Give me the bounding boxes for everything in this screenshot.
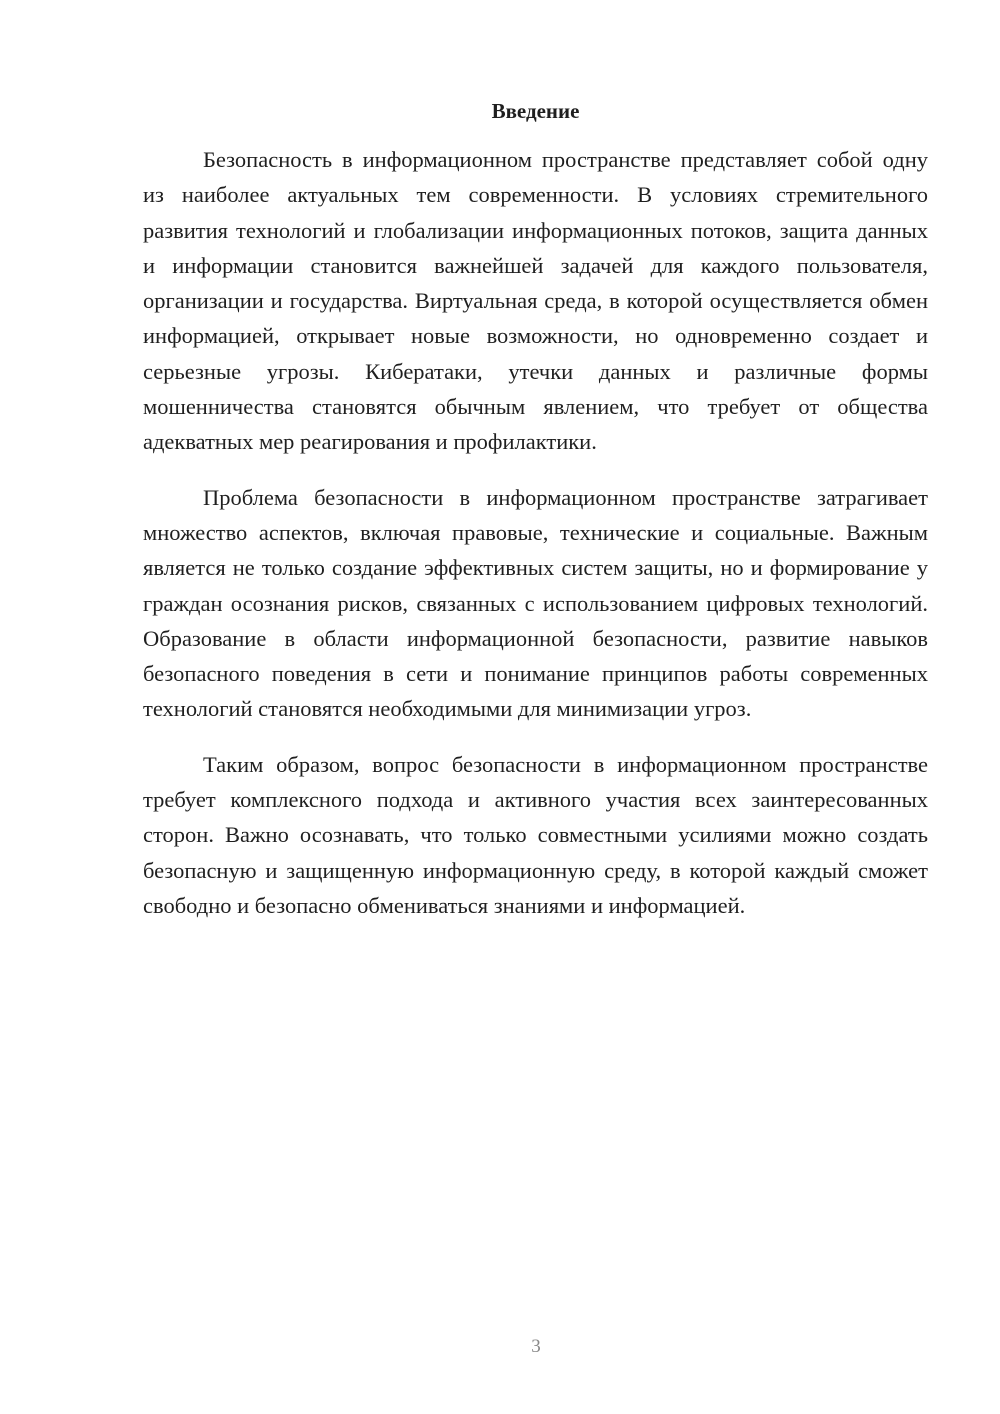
page-title: Введение [491, 99, 580, 123]
document-body [143, 142, 928, 923]
paragraph-3: Таким образом, вопрос безопасности в информационном пространстве требует комплексного подхода и активного участия всех заинтересованных сторон. Важно осознавать, что только совместными усилиями можно создать безопасную и защищенную информационную среду, в которой каждый сможет свободно и безопасно обмениваться знаниями и информацией. [143, 751, 928, 918]
paragraph-2: Проблема безопасности в информационном пространстве затрагивает множество аспектов, включая правовые, технические и социальные. Важным является не только создание эффективных систем защиты, но и формирование у граждан осознания рисков, связанных с использованием цифровых технологий. Образование в области информационной безопасности, развитие навыков безопасного поведения в сети и понимание принципов работы современных технологий становятся необходимыми для минимизации угроз. [143, 484, 928, 722]
paragraph-1: Безопасность в информационном пространстве представляет собой одну из наиболее актуальных тем современности. В условиях стремительного развития технологий и глобализации информационных потоков, защита данных и информации становится важнейшей задачей для каждого пользователя, организации и государства. Виртуальная среда, в которой осуществляется обмен информацией, открывает новые возможности, но одновременно создает и серьезные угрозы. Кибератаки, утечки данных и различные формы мошенничества становятся обычным явлением, что требует от общества адекватных мер реагирования и профилактики. [143, 147, 928, 455]
page-number: 3 [531, 1336, 541, 1357]
